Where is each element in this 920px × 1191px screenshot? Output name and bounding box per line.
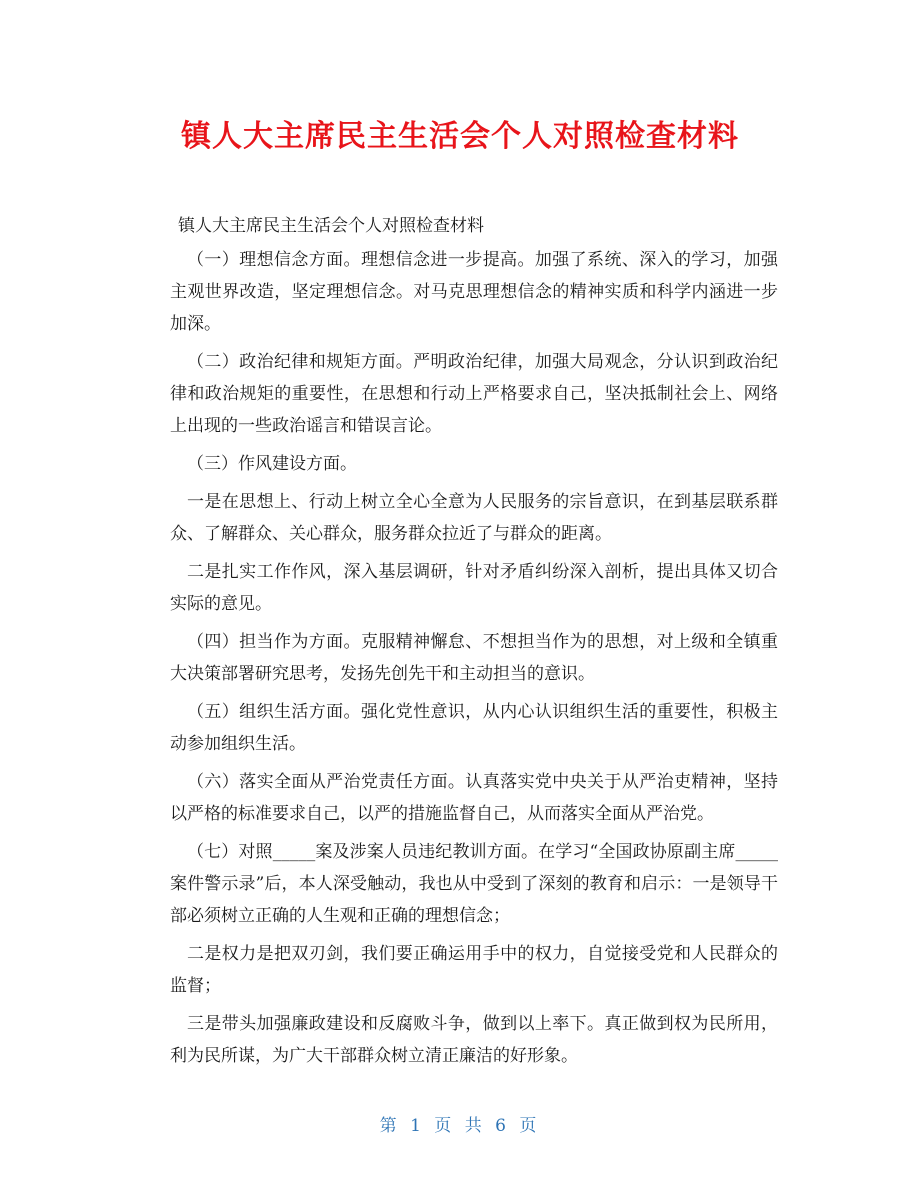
paragraph-5: 二是扎实工作作风，深入基层调研，针对矛盾纠纷深入剖析，提出具体又切合实际的意见。 (170, 562, 778, 614)
paragraph-8: （六）落实全面从严治党责任方面。认真落实党中央关于从严治吏精神，坚持以严格的标准要求自己，以严的措施监督自己，从而落实全面从严治党。 (170, 772, 778, 824)
document-title: 镇人大主席民主生活会个人对照检查材料 (181, 119, 739, 154)
page-number-footer: 第 1 页 共 6 页 (379, 1116, 541, 1136)
paragraph-1: （一）理想信念方面。理想信念进一步提高。加强了系统、深入的学习，加强主观世界改造，坚定理想信念。对马克思理想信念的精神实质和科学内涵进一步加深。 (170, 250, 778, 334)
paragraph-2: （二）政治纪律和规矩方面。严明政治纪律，加强大局观念，分认识到政治纪律和政治规矩的重要性，在思想和行动上严格要求自己，坚决抵制社会上、网络上出现的一些政治谣言和错误言论。 (170, 352, 778, 436)
paragraph-11: 三是带头加强廉政建设和反腐败斗争，做到以上率下。真正做到权为民所用，利为民所谋，为广大干部群众树立清正廉洁的好形象。 (170, 1014, 778, 1066)
paragraph-3: （三）作风建设方面。 (187, 454, 357, 474)
paragraph-10: 二是权力是把双刃剑，我们要正确运用手中的权力，自觉接受党和人民群众的监督； (170, 944, 778, 996)
paragraph-4: 一是在思想上、行动上树立全心全意为人民服务的宗旨意识，在到基层联系群众、了解群众、关心群众，服务群众拉近了与群众的距离。 (170, 492, 778, 544)
document-body (170, 210, 778, 1078)
paragraph-7: （五）组织生活方面。强化党性意识，从内心认识组织生活的重要性，积极主动参加组织生活。 (170, 702, 778, 754)
paragraph-subtitle: 镇人大主席民主生活会个人对照检查材料 (178, 216, 484, 236)
paragraph-9: （七）对照_____案及涉案人员违纪教训方面。在学习“全国政协原副主席_____案件警示录”后，本人深受触动，我也从中受到了深刻的教育和启示：一是领导干部必须树立正确的人生观和正确的理想信念； (170, 842, 778, 926)
paragraph-6: （四）担当作为方面。克服精神懈怠、不想担当作为的思想，对上级和全镇重大决策部署研究思考，发扬先创先干和主动担当的意识。 (170, 632, 778, 684)
